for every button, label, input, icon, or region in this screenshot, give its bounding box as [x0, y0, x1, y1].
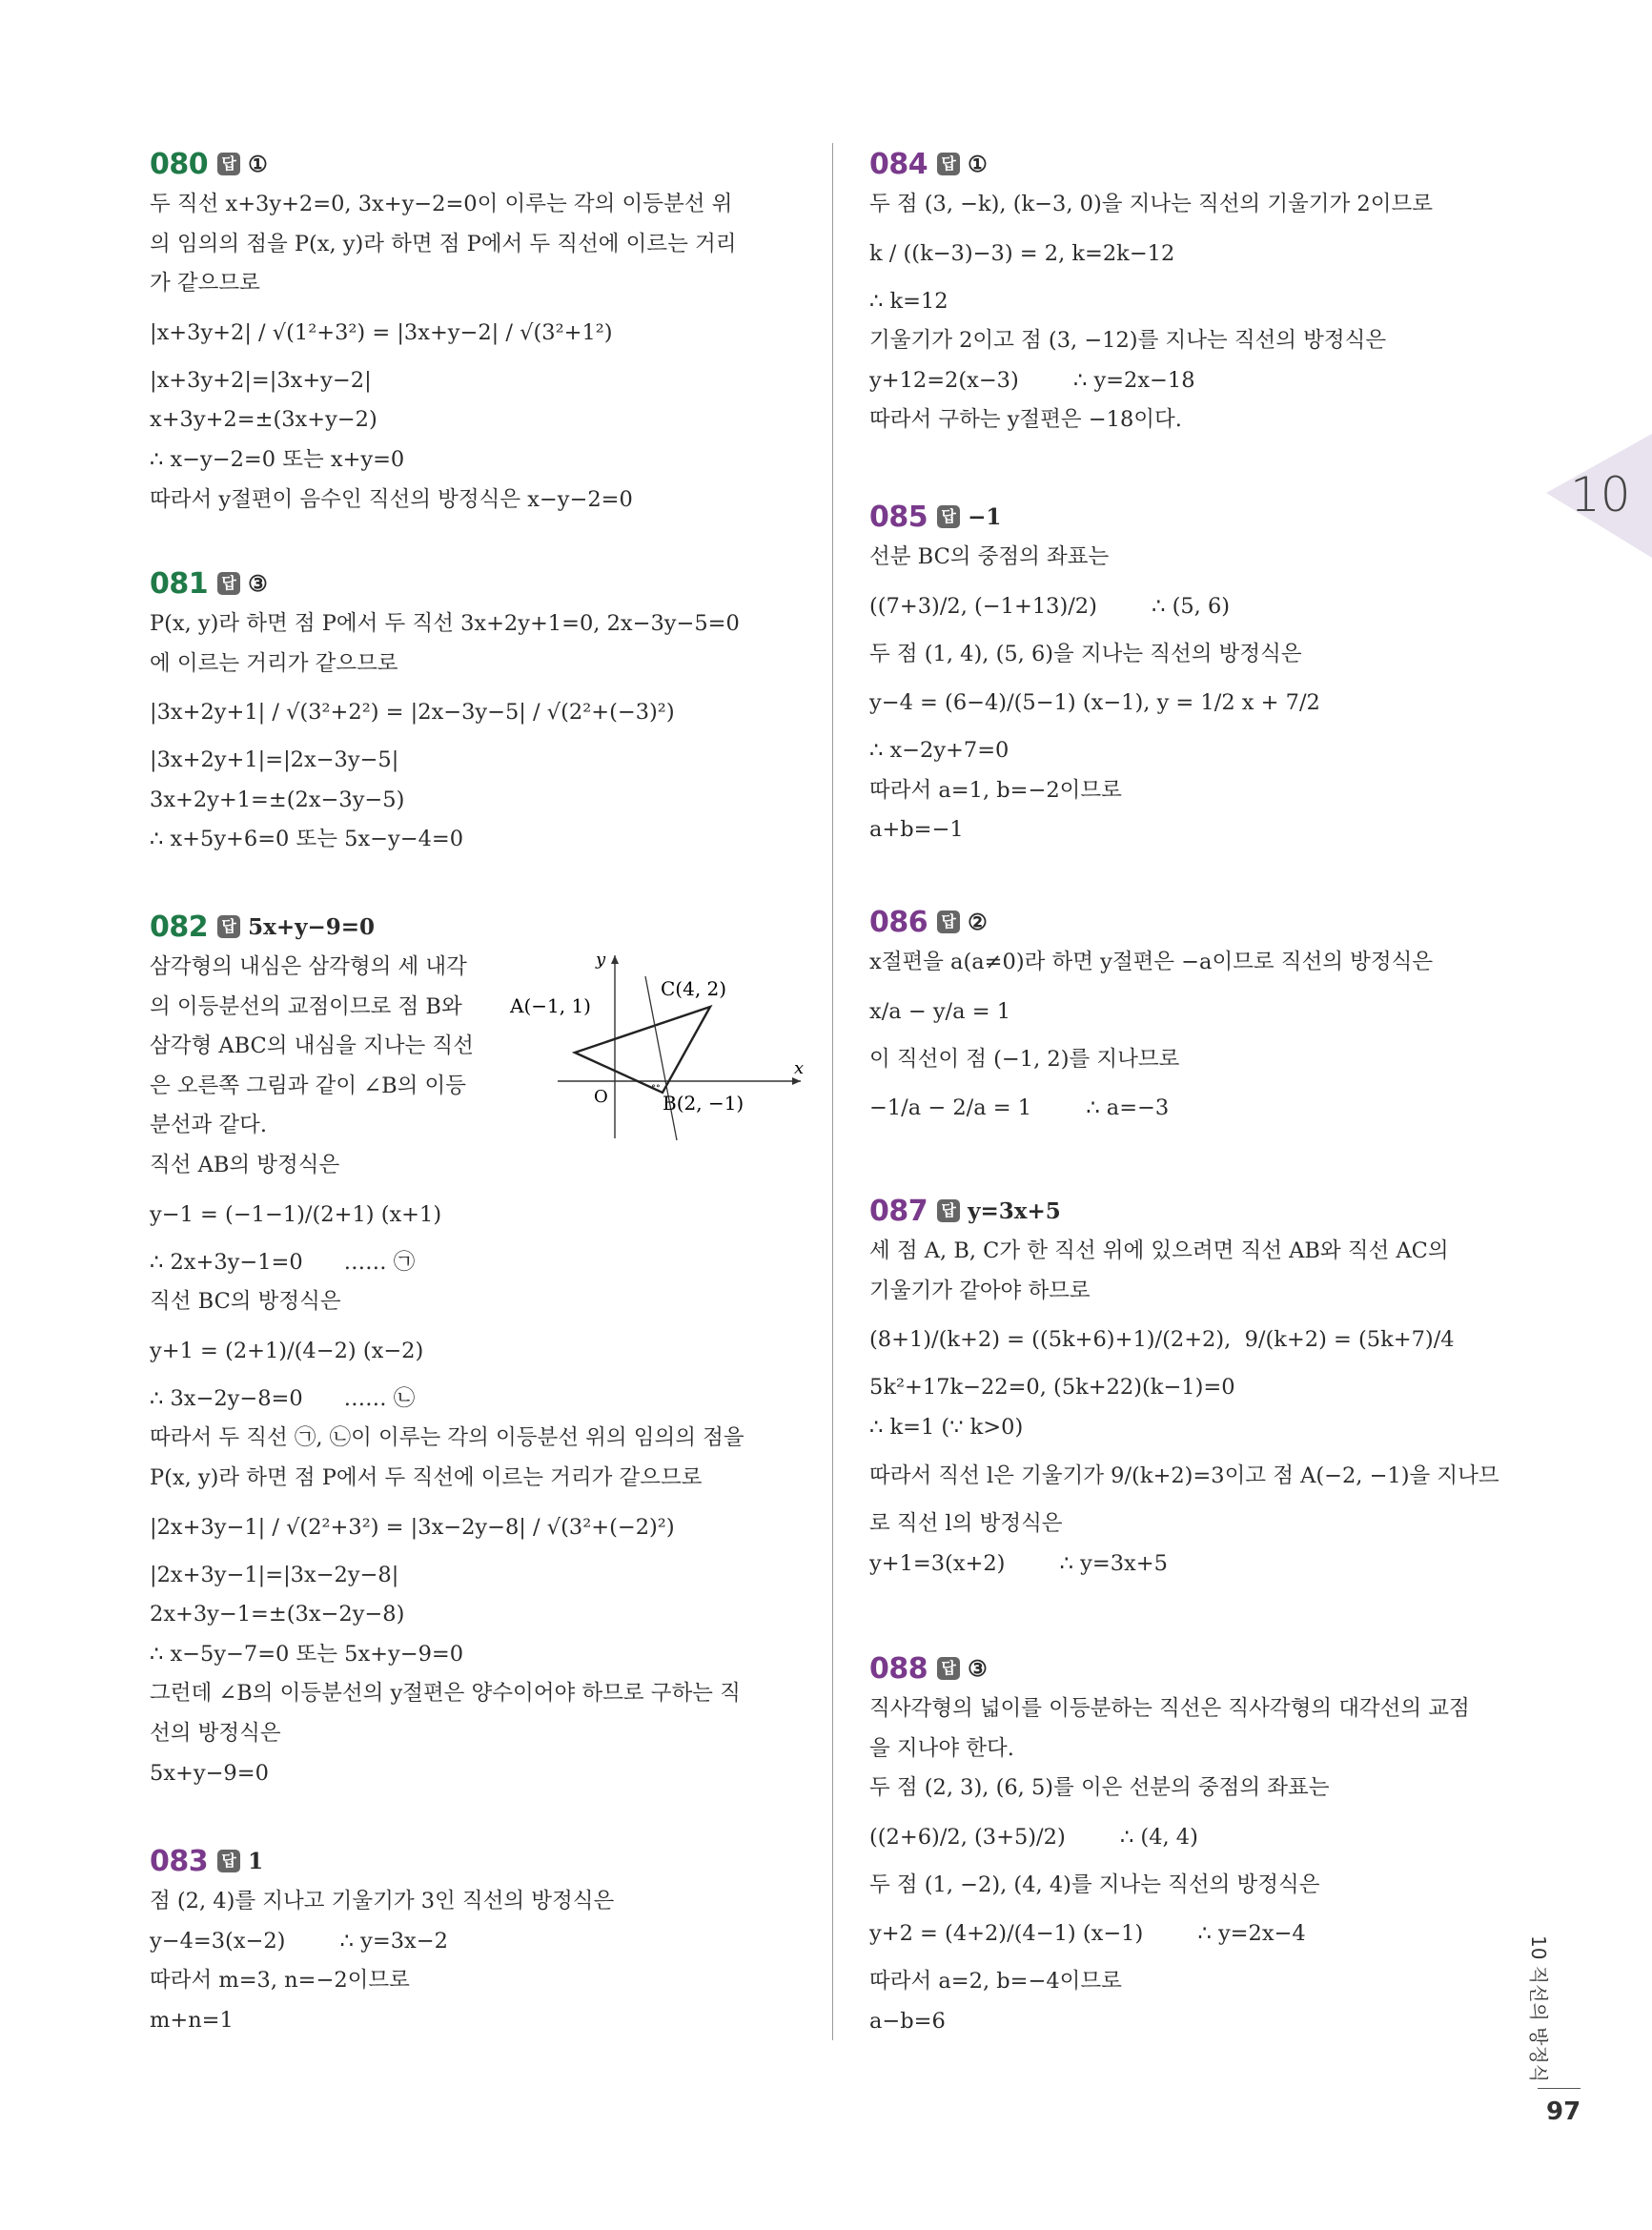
problem-085: [869, 496, 1522, 850]
equation: ∴ x−y−2=0 또는 x+y=0: [150, 446, 405, 472]
text-line: 두 점 (1, −2), (4, 4)를 지나는 직선의 방정식은: [869, 1872, 1320, 1897]
equation: ∴ x−2y+7=0: [869, 738, 1010, 764]
problem-087: [869, 1190, 1522, 1585]
point-a-label: A(−1, 1): [510, 994, 591, 1017]
x-axis-label: x: [794, 1058, 805, 1078]
problem-number: 088: [869, 1651, 928, 1686]
equation: 5x+y−9=0: [150, 1760, 269, 1786]
text-line: 직선 AB의 방정식은: [150, 1152, 340, 1177]
equation: (8+1)/(k+2) = ((5k+6)+1)/(2+2), 9/(k+2) = (5k+7)/4: [869, 1327, 1455, 1353]
text-line: 그런데 ∠B의 이등분선의 y절편은 양수이어야 하므로 구하는 직: [150, 1681, 741, 1707]
text-line: 가 같으므로: [150, 271, 260, 297]
equation: y−4 = (6−4)/(5−1) (x−1), y = 1/2 x + 7/2: [869, 690, 1320, 716]
equation: ∴ x+5y+6=0 또는 5x−y−4=0: [150, 827, 464, 852]
equation: |3x+2y+1|=|2x−3y−5|: [150, 747, 399, 773]
answer: ③: [248, 570, 268, 597]
text-line: 은 오른쪽 그림과 같이 ∠B의 이등: [150, 1073, 466, 1098]
text-line: 따라서 a=2, b=−4이므로: [869, 1969, 1122, 1995]
equation: x+3y+2=±(3x+y−2): [150, 407, 377, 433]
problem-086: [869, 901, 1522, 1136]
answer: 5x+y−9=0: [248, 913, 376, 940]
text-line: 직사각형의 넓이를 이등분하는 직선은 직사각형의 대각선의 교점: [869, 1696, 1470, 1721]
y-axis-arrow: [611, 955, 619, 964]
point-b-label: B(2, −1): [663, 1092, 744, 1115]
equation: |2x+3y−1| / √(2²+3²) = |3x−2y−8| / √(3²+(−2)²): [150, 1514, 675, 1540]
problem-082: [150, 906, 805, 1793]
bisector-line: [645, 976, 677, 1140]
problem-number: 080: [150, 147, 209, 181]
triangle-figure: [510, 948, 815, 1148]
answer-tag: 답: [217, 915, 240, 938]
text-line: 점 (2, 4)를 지나고 기울기가 3인 직선의 방정식은: [150, 1889, 615, 1913]
equation: |2x+3y−1|=|3x−2y−8|: [150, 1562, 399, 1587]
equation: y−4=3(x−2) ∴ y=3x−2: [150, 1928, 448, 1954]
equation: 3x+2y+1=±(2x−3y−5): [150, 787, 405, 812]
text-line: P(x, y)라 하면 점 P에서 두 직선에 이르는 거리가 같으므로: [150, 1464, 703, 1490]
answer: ①: [968, 151, 988, 177]
text-line: 선의 방정식은: [150, 1720, 281, 1746]
problem-081: [150, 563, 798, 860]
equation: y+1=3(x+2) ∴ y=3x+5: [869, 1550, 1168, 1576]
text-line: P(x, y)라 하면 점 P에서 두 직선 3x+2y+1=0, 2x−3y−5=0: [150, 611, 740, 636]
answer: −1: [968, 503, 1002, 530]
equation: ((2+6)/2, (3+5)/2) ∴ (4, 4): [869, 1824, 1198, 1850]
equation: x/a − y/a = 1: [869, 998, 1011, 1024]
text-line: 세 점 A, B, C가 한 직선 위에 있으려면 직선 AB와 직선 AC의: [869, 1238, 1449, 1263]
answer-tag: 답: [937, 1657, 960, 1680]
answer-tag: 답: [937, 910, 960, 933]
answer-tag: 답: [217, 572, 240, 595]
text-line: 따라서 m=3, n=−2이므로: [150, 1968, 410, 1994]
angle-mark: ∘∘: [651, 1081, 661, 1092]
equation: ∴ x−5y−7=0 또는 5x+y−9=0: [150, 1641, 464, 1667]
text-line: 삼각형의 내심은 삼각형의 세 내각: [150, 954, 467, 979]
answer-tag: 답: [937, 1199, 960, 1222]
equation: |x+3y+2| / √(1²+3²) = |3x+y−2| / √(3²+1²): [150, 319, 613, 345]
equation: ∴ k=1 (∵ k>0): [869, 1414, 1024, 1440]
equation: a+b=−1: [869, 817, 964, 843]
answer-tag: 답: [217, 1850, 240, 1872]
answer: ③: [968, 1655, 988, 1682]
chapter-number: 10: [1570, 467, 1631, 522]
text-line: 삼각형 ABC의 내심을 지나는 직선: [150, 1033, 474, 1059]
equation: y+12=2(x−3) ∴ y=2x−18: [869, 367, 1195, 393]
equation: a−b=6: [869, 2008, 946, 2034]
text-line: 따라서 a=1, b=−2이므로: [869, 777, 1122, 803]
text-line: 두 직선 x+3y+2=0, 3x+y−2=0이 이루는 각의 이등분선 위: [150, 192, 733, 216]
problem-number: 081: [150, 566, 209, 601]
answer-tag: 답: [937, 153, 960, 175]
answer-tag: 답: [937, 505, 960, 528]
text-line: 로 직선 l의 방정식은: [869, 1511, 1063, 1537]
equation: ∴ k=12: [869, 288, 948, 314]
text-line: 의 이등분선의 교점이므로 점 B와: [150, 993, 462, 1019]
problem-088: [869, 1647, 1522, 2042]
problem-number: 086: [869, 905, 928, 939]
text-line: 따라서 직선 l은 기울기가 9/(k+2)=3이고 점 A(−2, −1)을 지나므: [869, 1463, 1499, 1489]
equation: 5k²+17k−22=0, (5k+22)(k−1)=0: [869, 1375, 1235, 1401]
problem-number: 082: [150, 910, 209, 944]
y-axis-label: y: [596, 950, 606, 970]
page-number: 97: [1546, 2097, 1581, 2126]
equation: k / ((k−3)−3) = 2, k=2k−12: [869, 240, 1175, 266]
text-line: 따라서 구하는 y절편은 −18이다.: [869, 407, 1182, 433]
problem-number: 084: [869, 147, 928, 181]
text-line: 기울기가 같아야 하므로: [869, 1278, 1091, 1303]
equation: y+2 = (4+2)/(4−1) (x−1) ∴ y=2x−4: [869, 1921, 1306, 1947]
equation: ∴ 3x−2y−8=0 …… ㉡: [150, 1385, 416, 1411]
problem-number: 085: [869, 500, 928, 534]
equation: −1/a − 2/a = 1 ∴ a=−3: [869, 1095, 1170, 1121]
origin-label: O: [594, 1087, 608, 1107]
problem-083: [150, 1840, 798, 2040]
text-line: 두 점 (1, 4), (5, 6)을 지나는 직선의 방정식은: [869, 641, 1302, 666]
text-line: 에 이르는 거리가 같으므로: [150, 650, 398, 676]
text-line: 선분 BC의 중점의 좌표는: [869, 544, 1110, 569]
equation: ((7+3)/2, (−1+13)/2) ∴ (5, 6): [869, 593, 1231, 619]
answer: 1: [248, 1848, 264, 1874]
answer-tag: 답: [217, 153, 240, 175]
text-line: x절편을 a(a≠0)라 하면 y절편은 −a이므로 직선의 방정식은: [869, 950, 1434, 974]
answer: ①: [248, 151, 268, 177]
equation: 2x+3y−1=±(3x−2y−8): [150, 1602, 405, 1627]
triangle-abc: [575, 1007, 710, 1093]
point-c-label: C(4, 2): [661, 977, 727, 1000]
equation: y+1 = (2+1)/(4−2) (x−2): [150, 1338, 424, 1363]
problem-080: [150, 143, 798, 520]
column-divider: [832, 143, 833, 2040]
text-line: 따라서 y절편이 음수인 직선의 방정식은 x−y−2=0: [150, 486, 633, 512]
equation: y−1 = (−1−1)/(2+1) (x+1): [150, 1201, 442, 1227]
equation: |x+3y+2|=|3x+y−2|: [150, 367, 372, 393]
problem-number: 087: [869, 1194, 928, 1228]
answer: ②: [968, 909, 988, 935]
text-line: 두 점 (3, −k), (k−3, 0)을 지나는 직선의 기울기가 2이므로: [869, 192, 1433, 216]
x-axis-arrow: [792, 1077, 801, 1085]
equation: ∴ 2x+3y−1=0 …… ㉠: [150, 1249, 416, 1275]
text-line: 기울기가 2이고 점 (3, −12)를 지나는 직선의 방정식은: [869, 328, 1387, 354]
equation: m+n=1: [150, 2007, 234, 2033]
text-line: 두 점 (2, 3), (6, 5)를 이은 선분의 중점의 좌표는: [869, 1775, 1330, 1801]
text-line: 이 직선이 점 (−1, 2)를 지나므로: [869, 1046, 1180, 1072]
problem-084: [869, 143, 1522, 440]
text-line: 을 지나야 한다.: [869, 1735, 1014, 1761]
text-line: 분선과 같다.: [150, 1113, 267, 1138]
answer: y=3x+5: [968, 1197, 1061, 1224]
text-line: 직선 BC의 방정식은: [150, 1289, 341, 1315]
equation: |3x+2y+1| / √(3²+2²) = |2x−3y−5| / √(2²+(−3)²): [150, 700, 675, 726]
problem-number: 083: [150, 1844, 209, 1878]
chapter-side-label: 10 직선의 방정식: [1527, 1935, 1550, 2083]
footer-rule: [1538, 2088, 1581, 2089]
text-line: 의 임의의 점을 P(x, y)라 하면 점 P에서 두 직선에 이르는 거리: [150, 231, 737, 256]
text-line: 따라서 두 직선 ㉠, ㉡이 이루는 각의 이등분선 위의 임의의 점을: [150, 1425, 744, 1451]
